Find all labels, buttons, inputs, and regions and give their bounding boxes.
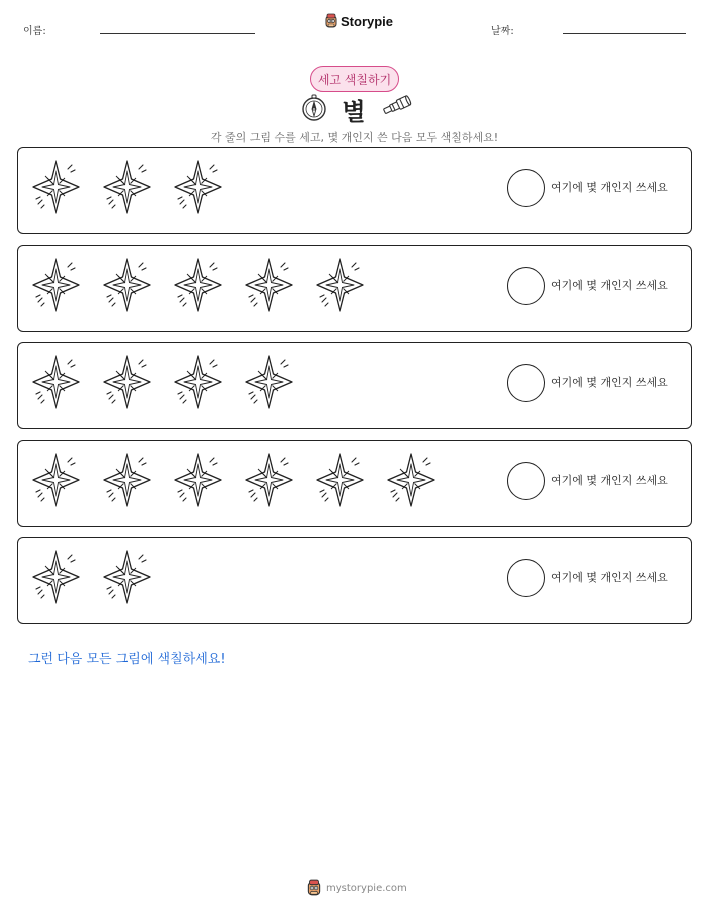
counting-row-2 (17, 245, 692, 332)
answer-circle[interactable] (507, 169, 545, 207)
answer-prompt: 여기에 몇 개인지 쓰세요 (551, 376, 668, 389)
star-icon (172, 159, 224, 215)
answer-prompt: 여기에 몇 개인지 쓰세요 (551, 279, 668, 292)
star-group (30, 257, 366, 313)
star-icon (30, 549, 82, 605)
star-icon (101, 549, 153, 605)
logo-text: Storypie (341, 13, 394, 29)
spyglass-icon (381, 94, 413, 116)
star-icon (172, 354, 224, 410)
name-label: 이름: (23, 26, 46, 37)
answer-circle[interactable] (507, 364, 545, 402)
counting-row-5 (17, 537, 692, 624)
mascot-icon (324, 13, 338, 29)
name-line[interactable] (100, 33, 255, 34)
star-icon (101, 159, 153, 215)
counting-row-3 (17, 342, 692, 429)
star-icon (101, 257, 153, 313)
star-icon (172, 452, 224, 508)
answer-circle[interactable] (507, 559, 545, 597)
answer-prompt: 여기에 몇 개인지 쓰세요 (551, 571, 668, 584)
footer (306, 879, 407, 897)
star-icon (314, 257, 366, 313)
star-group (30, 452, 437, 508)
counting-row-1 (17, 147, 692, 234)
star-icon (30, 354, 82, 410)
compass-icon (300, 94, 328, 122)
mascot-icon (306, 879, 322, 897)
star-icon (101, 452, 153, 508)
star-icon (30, 257, 82, 313)
answer-circle[interactable] (507, 462, 545, 500)
star-icon (385, 452, 437, 508)
star-icon (243, 452, 295, 508)
star-icon (101, 354, 153, 410)
star-icon (30, 159, 82, 215)
answer-prompt: 여기에 몇 개인지 쓰세요 (551, 181, 668, 194)
date-label: 날짜: (491, 26, 514, 37)
footer-url: mystorypie.com (326, 882, 407, 894)
star-group (30, 549, 153, 605)
star-icon (30, 452, 82, 508)
star-icon (243, 257, 295, 313)
star-icon (172, 257, 224, 313)
worksheet-tag: 세고 색칠하기 (310, 66, 399, 92)
star-group (30, 354, 295, 410)
storypie-logo (324, 13, 393, 29)
star-group (30, 159, 224, 215)
date-line[interactable] (563, 33, 686, 34)
star-icon (314, 452, 366, 508)
page-title: 별 (342, 98, 366, 126)
star-icon (243, 354, 295, 410)
answer-circle[interactable] (507, 267, 545, 305)
answer-prompt: 여기에 몇 개인지 쓰세요 (551, 474, 668, 487)
bottom-instruction: 그런 다음 모든 그림에 색칠하세요! (28, 652, 226, 667)
counting-row-4 (17, 440, 692, 527)
instruction-text: 각 줄의 그림 수를 세고, 몇 개인지 쓴 다음 모두 색칠하세요! (210, 131, 499, 144)
